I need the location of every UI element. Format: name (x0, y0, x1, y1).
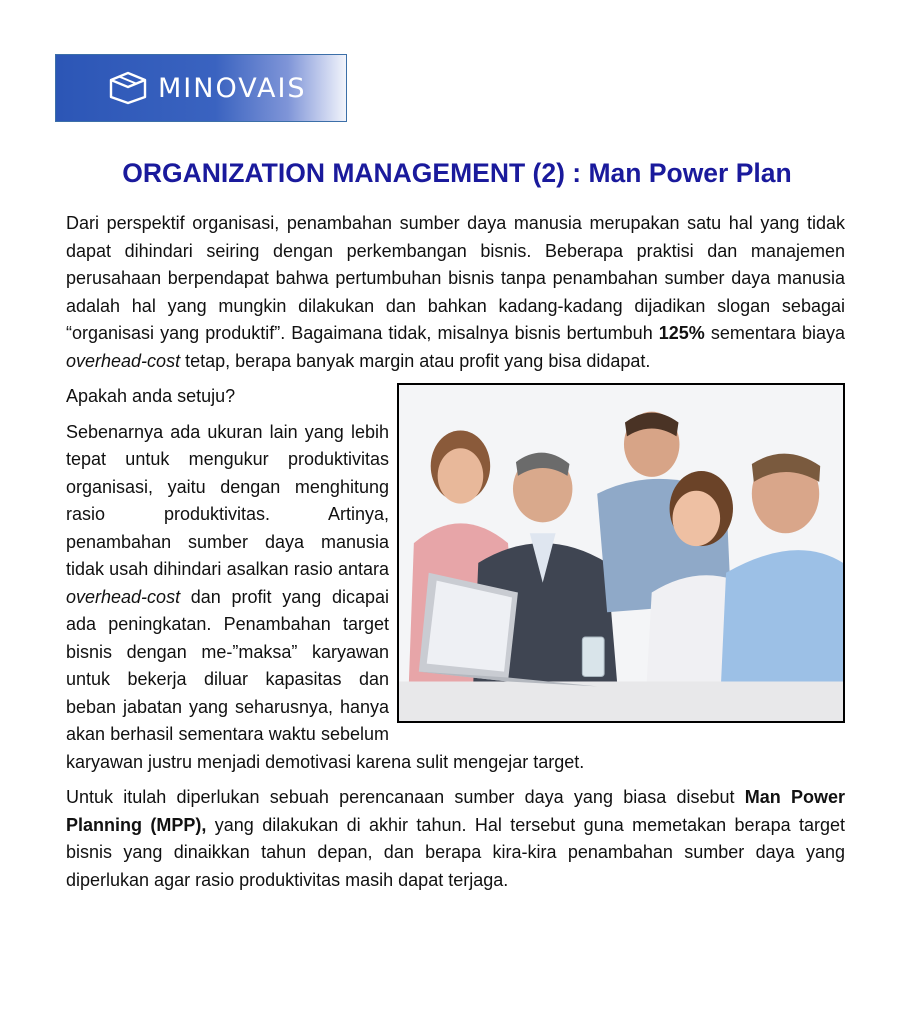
logo-text: MINOVAIS (158, 72, 307, 104)
team-meeting-photo (397, 383, 845, 723)
paragraph-ratio: Sebenarnya ada ukuran lain yang lebih tepat untuk mengukur produktivitas organisasi, yaitu dengan menghitung rasio produktivitas. Artinya, penambahan sumber daya manusia tidak usah dihindari asalkan rasio antara overhead-cost dan profit yang dicapai ada peningkatan. Penambahan target bisnis dengan me-”maksa” karyawan untuk bekerja diluar kapasitas dan beban jabatan yang seharusnya, hanya akan berhasil sementara waktu sebelum karyawan justru menjadi demotivasi karena sulit mengejar target. (66, 421, 585, 772)
article-body (66, 210, 845, 902)
paragraph-mpp: Untuk itulah diperlukan sebuah perencanaan sumber daya yang biasa disebut Man Power Planning (MPP), yang dilakukan di akhir tahun. Hal tersebut guna memetakan berapa target bisnis yang dinaikkan tahun depan, dan berapa kira-kira penambahan sumber daya yang diperlukan agar rasio produktivitas masih dapat terjaga. (66, 787, 846, 890)
paragraph-intro: Dari perspektif organisasi, penambahan sumber daya manusia merupakan satu hal yang tidak dapat dihindari seiring dengan perkembangan bisnis. Beberapa praktisi dan manajemen perusahaan berpendapat bahwa pertumbuhan bisnis tanpa penambahan sumber daya manusia adalah hal yang mungkin dilakukan dan bahkan kadang-kadang dijadikan slogan sebagai “organisasi yang produktif”. Bagaimana tidak, misalnya bisnis bertumbuh 125% sementara biaya overhead-cost tetap, berapa banyak margin atau profit yang bisa didapat. (66, 213, 846, 371)
box-icon (108, 71, 148, 105)
logo-banner (55, 54, 347, 122)
page-title: ORGANIZATION MANAGEMENT (2) : Man Power Plan (122, 158, 792, 188)
question-text: Apakah anda setuju? (66, 386, 236, 406)
